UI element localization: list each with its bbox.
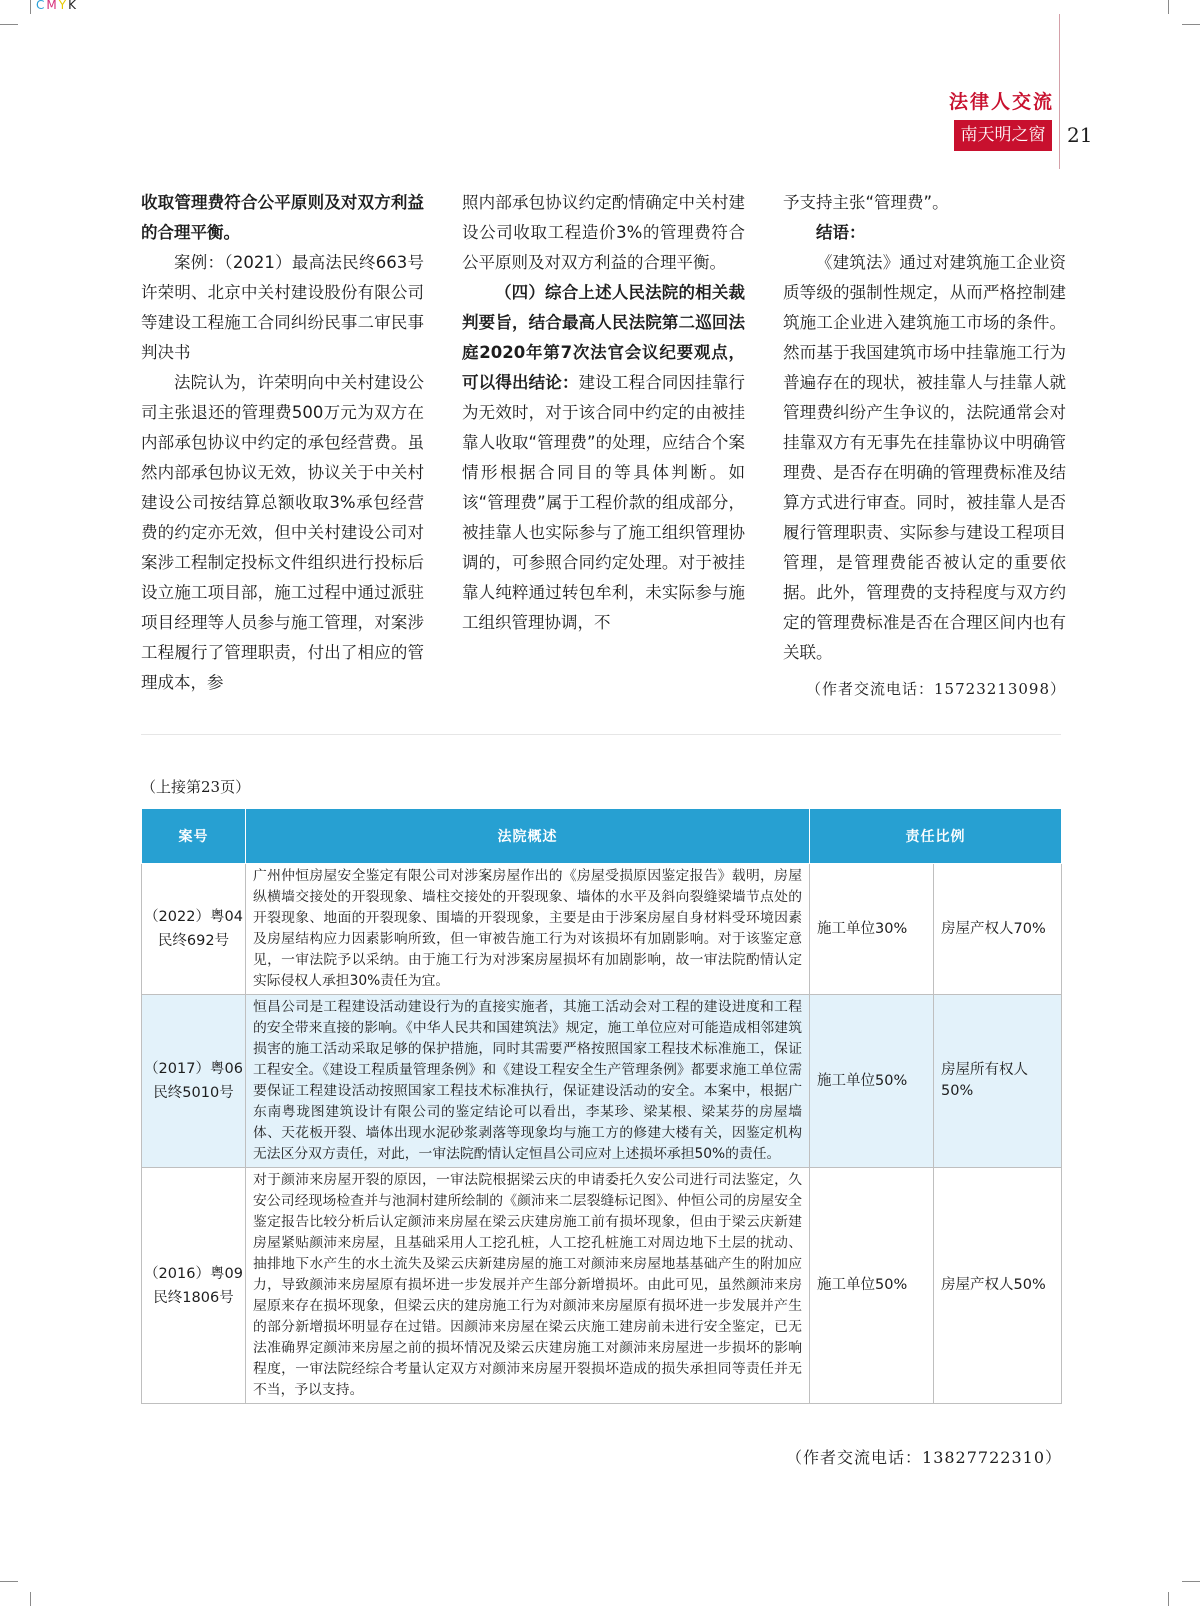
table-row xyxy=(142,995,1062,1168)
col3-paragraph: 予支持主张“管理费”。 xyxy=(783,193,949,212)
crop-mark-bottom-right-v xyxy=(1168,1592,1169,1606)
article-column-1 xyxy=(141,188,424,698)
crop-mark-top-right-v xyxy=(1168,0,1169,14)
ratio-owner: 房屋所有权人50% xyxy=(934,995,1062,1168)
col3-paragraph: 《建筑法》通过对建筑施工企业资质等级的强制性规定，从而严格控制建筑施工企业进入建筑施工市场的条件。然而基于我国建筑市场中挂靠施工行为普遍存在的现状，被挂靠人与挂靠人就管理费纠纷产生争议的，法院通常会对挂靠双方有无事先在挂靠协议中明确管理费、是否存在明确的管理费标准及结算方式进行审查。同时，被挂靠人是否履行管理职责、实际参与建设工程项目管理，是管理费能否被认定的重要依据。此外，管理费的支持程度与双方约定的管理费标准是否在合理区间内也有关联。 xyxy=(783,253,1066,662)
continued-note: （上接第23页） xyxy=(141,778,251,796)
header-vertical-rule xyxy=(1059,14,1060,169)
ratio-owner: 房屋产权人50% xyxy=(934,1168,1062,1404)
case-summary: 对于颜沛来房屋开裂的原因，一审法院根据梁云庆的申请委托久安公司进行司法鉴定，久安公司经现场检查并与池洞村建所绘制的《颜沛来二层裂缝标记图》、仲恒公司的房屋安全鉴定报告比较分析后认定颜沛来房屋在梁云庆建房施工前有损坏现象，但由于梁云庆新建房屋紧贴颜沛来房屋，且基础采用人工挖孔桩，人工挖孔桩施工对周边地下土层的扰动、抽排地下水产生的水土流失及梁云庆新建房屋的施工对颜沛来房屋地基基础产生的附加应力，导致颜沛来房屋原有损坏进一步发展并产生部分新增损坏。由此可见，虽然颜沛来房屋原来存在损坏现象，但梁云庆的建房施工行为对颜沛来房屋原有损坏进一步发展并产生的部分新增损坏明显存在过错。因颜沛来房屋在梁云庆施工建房前未进行安全鉴定，已无法准确界定颜沛来房屋之前的损坏情况及梁云庆建房施工对颜沛来房屋进一步损坏的影响程度，一审法院经综合考量认定双方对颜沛来房屋开裂损坏造成的损失承担同等责任并无不当，予以支持。 xyxy=(246,1168,810,1404)
header-summary: 法院概述 xyxy=(246,809,810,864)
ratio-owner: 房屋产权人70% xyxy=(934,864,1062,995)
table-author-contact: （作者交流电话：13827722310） xyxy=(786,1448,1062,1467)
case-table xyxy=(141,808,1062,1404)
cmyk-registration-mark: CMYK xyxy=(36,0,78,12)
case-summary: 恒昌公司是工程建设活动建设行为的直接实施者，其施工活动会对工程的建设进度和工程的安全带来直接的影响。《中华人民共和国建筑法》规定，施工单位应对可能造成相邻建筑损害的施工活动采取足够的保护措施，同时其需要严格按照国家工程技术标准施工，保证工程安全。《建设工程质量管理条例》和《建设工程安全生产管理条例》都要求施工单位需要保证工程建设活动按照国家工程技术标准执行，保证建设活动的安全。本案中，根据广东南粤珑图建筑设计有限公司的鉴定结论可以看出，李某珍、梁某根、梁某芬的房屋墙体、天花板开裂、墙体出现水泥砂浆剥落等现象均与施工方的修建大楼有关，因鉴定机构无法区分双方责任，对此，一审法院酌情认定恒昌公司应对上述损坏承担50%的责任。 xyxy=(246,995,810,1168)
article-column-2 xyxy=(462,188,745,638)
case-number: （2022）粤04民终692号 xyxy=(142,864,246,995)
table-header-row xyxy=(142,809,1062,864)
ratio-contractor: 施工单位30% xyxy=(810,864,934,995)
page-number: 21 xyxy=(1067,123,1093,147)
crop-mark-bottom-left xyxy=(0,1581,18,1582)
case-number: （2017）粤06民终5010号 xyxy=(142,995,246,1168)
table-row xyxy=(142,1168,1062,1404)
author-contact: （作者交流电话：15723213098） xyxy=(806,680,1066,698)
article-column-3 xyxy=(783,188,1066,704)
crop-mark-top-left-v xyxy=(30,0,31,14)
col2-paragraph: （四）综合上述人民法院的相关裁判要旨，结合最高人民法院第二巡回法庭2020年第7次法官会议纪要观点，可以得出结论：建设工程合同因挂靠行为无效时，对于该合同中约定的由被挂靠人收取“管理费”的处理，应结合个案情形根据合同目的等具体判断。如该“管理费”属于工程价款的组成部分，被挂靠人也实际参与了施工组织管理协调的，可参照合同约定处理。对于被挂靠人纯粹通过转包牟利，未实际参与施工组织管理协调，不 xyxy=(462,283,745,632)
column-badge: 南天明之窗 xyxy=(954,120,1052,151)
crop-mark-bottom-left-v xyxy=(30,1592,31,1606)
case-number: （2016）粤09民终1806号 xyxy=(142,1168,246,1404)
col1-paragraph: 法院认为，许荣明向中关村建设公司主张退还的管理费500万元为双方在内部承包协议中约定的承包经营费。虽然内部承包协议无效，协议关于中关村建设公司按结算总额收取3%承包经营费的约定亦无效，但中关村建设公司对案涉工程制定投标文件组织进行投标后设立施工项目部，施工过程中通过派驻项目经理等人员参与施工管理，对案涉工程履行了管理职责，付出了相应的管理成本，参 xyxy=(141,373,424,692)
crop-mark-bottom-right xyxy=(1182,1581,1200,1582)
conclusion-heading: 结语： xyxy=(816,223,866,242)
table-row xyxy=(142,864,1062,995)
section-divider xyxy=(141,734,1061,735)
col2-paragraph: 照内部承包协议约定酌情确定中关村建设公司收取工程造价3%的管理费符合公平原则及对双方利益的合理平衡。 xyxy=(462,193,745,272)
conclusion-lead: （四）综合上述人民法院的相关裁判要旨，结合最高人民法院第二巡回法庭2020年第7次法官会议纪要观点，可以得出结论： xyxy=(462,283,745,392)
crop-mark-top-left xyxy=(0,24,18,25)
col1-paragraph: 收取管理费符合公平原则及对双方利益的合理平衡。 xyxy=(141,193,424,242)
ratio-contractor: 施工单位50% xyxy=(810,995,934,1168)
ratio-contractor: 施工单位50% xyxy=(810,1168,934,1404)
header-case-no: 案号 xyxy=(142,809,246,864)
case-summary: 广州仲恒房屋安全鉴定有限公司对涉案房屋作出的《房屋受损原因鉴定报告》载明，房屋纵横墙交接处的开裂现象、墙柱交接处的开裂现象、墙体的水平及斜向裂缝梁墙节点处的开裂现象、地面的开裂现象、围墙的开裂现象，主要是由于涉案房屋自身材料受环境因素及房屋结构应力因素影响所致，但一审被告施工行为对该损坏有加剧影响。对于该鉴定意见，一审法院予以采纳。由于施工行为对涉案房屋损坏有加剧影响，故一审法院酌情认定实际侵权人承担30%责任为宜。 xyxy=(246,864,810,995)
col1-paragraph: 案例：（2021）最高法民终663号许荣明、北京中关村建设股份有限公司等建设工程施工合同纠纷民事二审民事判决书 xyxy=(141,253,424,362)
header-ratio: 责任比例 xyxy=(810,809,1062,864)
crop-mark-top-right xyxy=(1182,24,1200,25)
section-title: 法律人交流 xyxy=(948,91,1054,113)
